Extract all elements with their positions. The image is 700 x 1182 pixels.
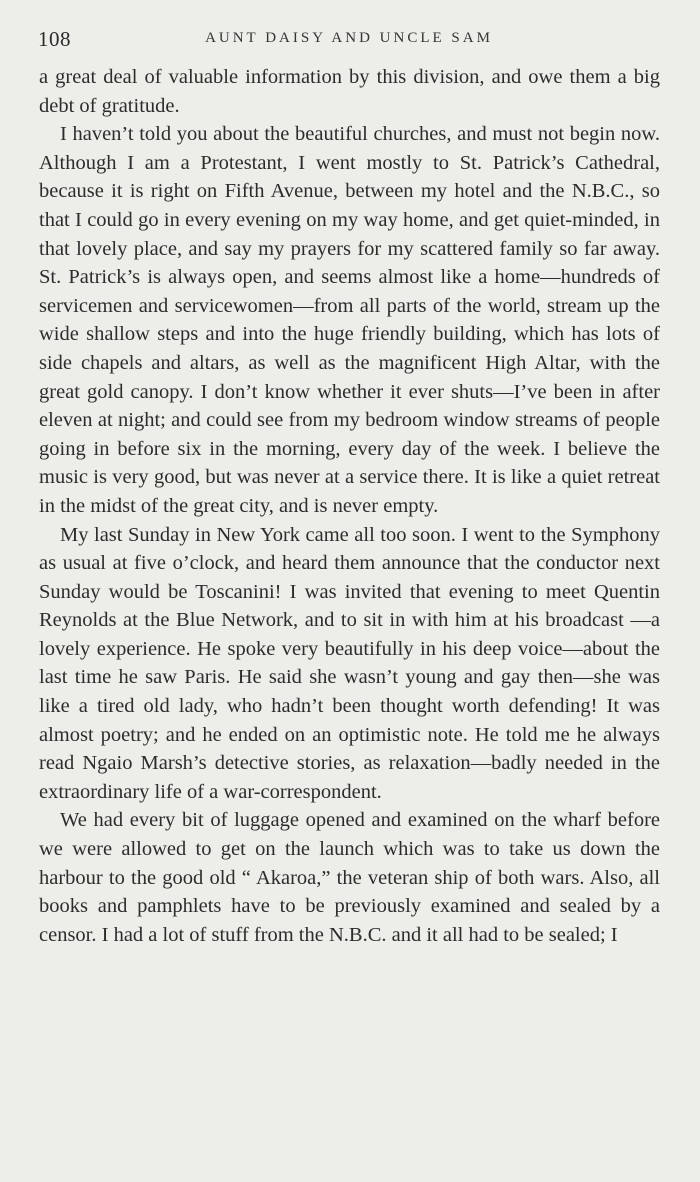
paragraph-continuation: a great deal of valuable information by this division, and owe them a big debt of gratitude. [39,66,660,117]
paragraph-last-sunday: My last Sunday in New York came all too soon. I went to the Symphony as usual at five o’clock, and heard them announce that the conductor next Sunday would be Toscanini! I was invited that evening to meet Quentin Reynolds at the Blue Network, and to sit in with him at his broadcast —a lovely experience. He spoke very beautifully in his deep voice—about the last time he saw Paris. He said she wasn’t young and gay then—she was like a tired old lady, who hadn’t been thought worth defending! It was almost poetry; and he ended on an optimistic note. He told me he always read Ngaio Marsh’s detective stories, as relaxation—badly needed in the extraordinary life of a war-correspondent. [39,523,660,803]
paragraph-luggage: We had every bit of luggage opened and examined on the wharf before we were allowed to get on the launch which was to take us down the harbour to the good old “ Akaroa,” the veteran ship of both wars. Also, all books and pamphlets have to be previously examined and sealed by a censor. I had a lot of stuff from the N.B.C. and it all had to be sealed; I [39,809,660,946]
paragraph-churches: I haven’t told you about the beautiful churches, and must not begin now. Although I am a Protestant, I went mostly to St. Patrick’s Cathedral, because it is right on Fifth Avenue, between my hotel and the N.B.C., so that I could go in every evening on my way home, and get quiet-minded, in that lovely place, and say my prayers for my scattered family so far away. St. Patrick’s is always open, and seems almost like a home—hundreds of servicemen and servicewomen—from all parts of the world, stream up the wide shallow steps and into the huge friendly building, which has lots of side chapels and altars, as well as the magnificent High Altar, with the great gold canopy. I don’t know whether it ever shuts—I’ve been in after eleven at night; and could see from my bedroom window streams of people going in before six in the morning, every day of the week. I believe the music is very good, but was never at a service there. It is like a quiet retreat in the midst of the great city, and is never empty. [39,123,660,517]
running-title: AUNT DAISY AND UNCLE SAM [205,30,493,46]
body-text [39,63,660,949]
running-head [38,27,660,53]
page-number: 108 [38,27,71,51]
